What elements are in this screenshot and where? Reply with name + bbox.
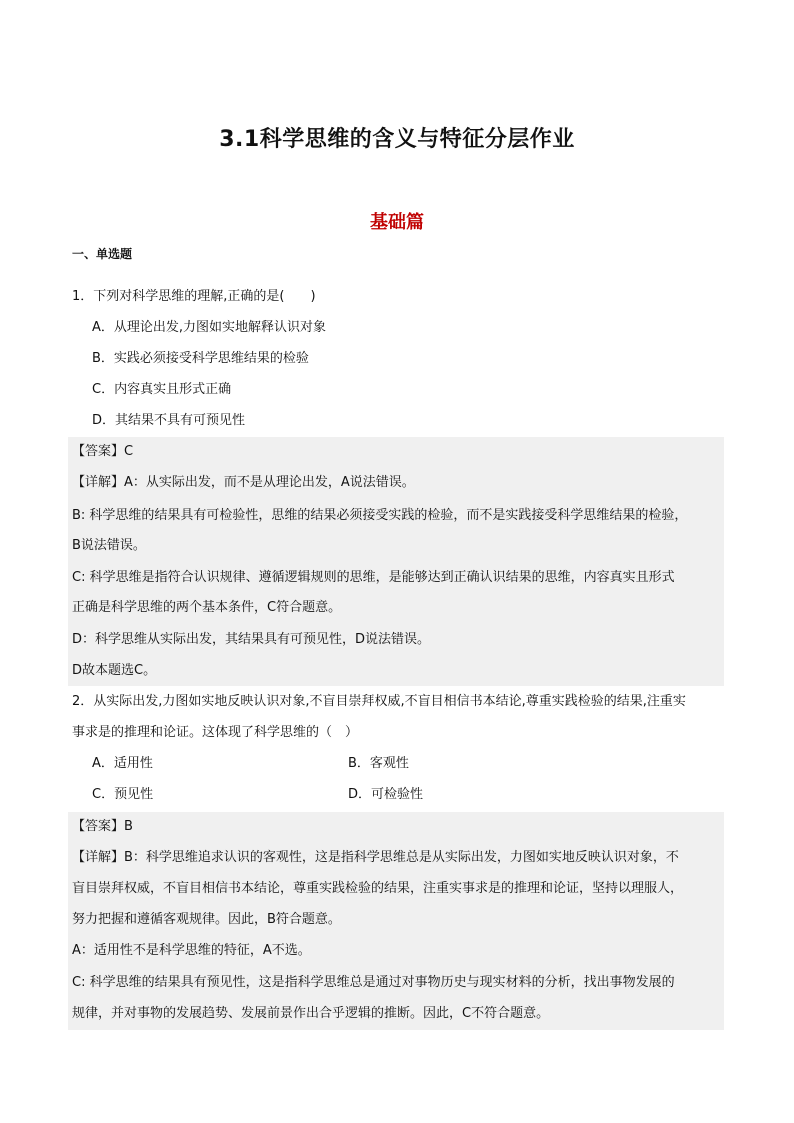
q1-explain-line: C: 科学思维是指符合认识规律、遵循逻辑规则的思维，是能够达到正确认识结果的思维，内容真实且形式 — [72, 570, 675, 585]
q1-explain-line: B说法错误。 — [72, 538, 146, 553]
q1-explain-line: D故本题选C。 — [72, 663, 157, 678]
q1-option-b: B．实践必须接受科学思维结果的检验 — [92, 351, 309, 366]
q2-option-c: C．预见性 — [92, 787, 154, 802]
q1-explain-line: D：科学思维从实际出发，其结果具有可预见性，D说法错误。 — [72, 632, 431, 647]
q2-explain-line: A：适用性不是科学思维的特征，A不选。 — [72, 943, 311, 958]
q1-stem: 1．下列对科学思维的理解,正确的是( ) — [72, 289, 316, 304]
q2-option-b: B．客观性 — [348, 756, 409, 771]
q1-explain-line: B: 科学思维的结果具有可检验性，思维的结果必须接受实践的检验，而不是实践接受科学思维结果的检验， — [72, 508, 688, 523]
q2-explain-line: C: 科学思维的结果具有预见性，这是指科学思维总是通过对事物历史与现实材料的分析，找出事物发展的 — [72, 975, 675, 990]
q1-option-c: C．内容真实且形式正确 — [92, 382, 232, 397]
question-type-heading: 一、单选题 — [72, 247, 133, 261]
q1-answer: 【答案】C — [72, 444, 134, 459]
q2-answer: 【答案】B — [72, 819, 133, 834]
q1-option-d: D．其结果不具有可预见性 — [92, 413, 246, 428]
q1-explain-line: 正确是科学思维的两个基本条件，C符合题意。 — [72, 600, 342, 615]
q1-explain-line: 【详解】A：从实际出发，而不是从理论出发，A说法错误。 — [72, 475, 415, 490]
document-title: 3.1科学思维的含义与特征分层作业 — [219, 127, 575, 152]
q2-explain-line: 【详解】B：科学思维追求认识的客观性，这是指科学思维总是从实际出发，力图如实地反映认识对象，不 — [72, 850, 679, 865]
q2-stem-line: 事求是的推理和论证。这体现了科学思维的（ ） — [72, 725, 359, 740]
q2-stem-line: 2．从实际出发,力图如实地反映认识对象,不盲目崇拜权威,不盲目相信书本结论,尊重实践检验的结果,注重实 — [72, 694, 686, 709]
q2-explain-line: 盲目崇拜权威，不盲目相信书本结论，尊重实践检验的结果，注重实事求是的推理和论证，坚持以理服人， — [72, 881, 684, 896]
q2-option-d: D．可检验性 — [348, 787, 424, 802]
q2-explain-line: 努力把握和遵循客观规律。因此，B符合题意。 — [72, 912, 341, 927]
q2-option-a: A．适用性 — [92, 756, 153, 771]
q2-explain-line: 规律，并对事物的发展趋势、发展前景作出合乎逻辑的推断。因此，C不符合题意。 — [72, 1006, 550, 1021]
q1-option-a: A．从理论出发,力图如实地解释认识对象 — [92, 320, 327, 335]
section-heading-basic: 基础篇 — [370, 212, 424, 233]
